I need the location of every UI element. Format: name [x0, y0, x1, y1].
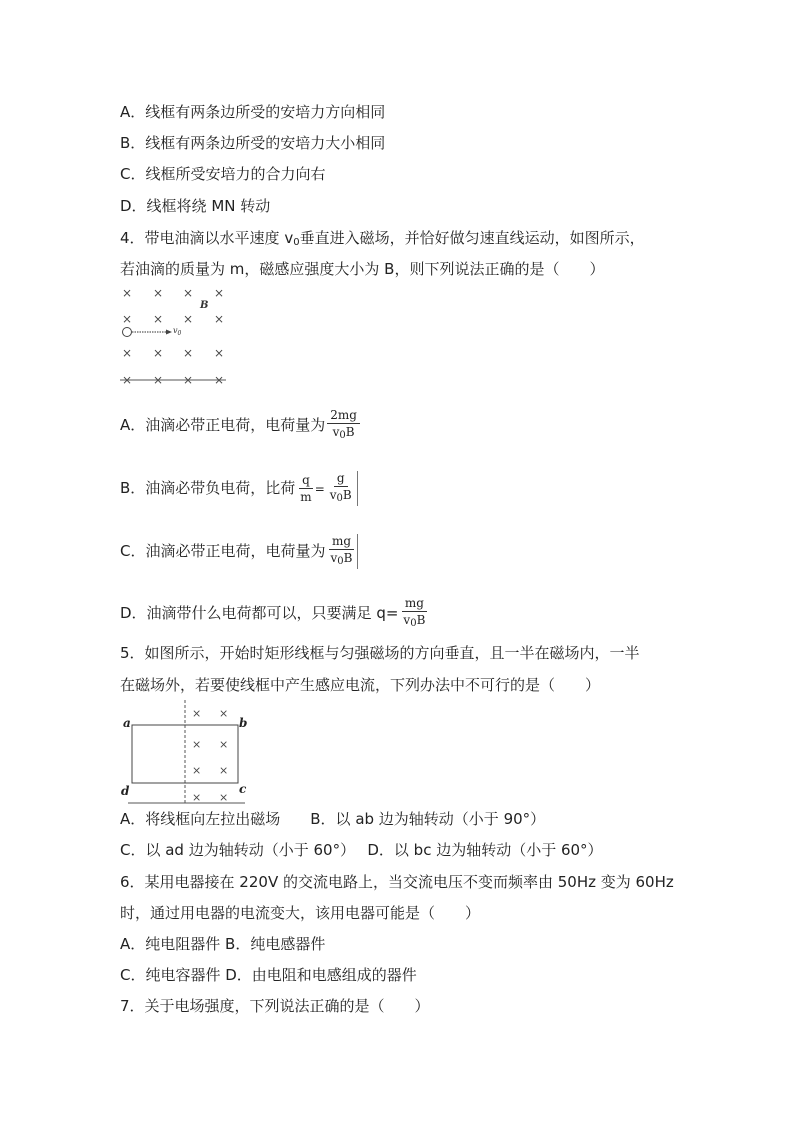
q3-option-d: D．线框将绕 MN 转动 [120, 197, 271, 215]
q5-options-line2: C．以 ad 边为轴转动（小于 60°） D．以 bc 边为轴转动（小于 60°） [120, 841, 603, 859]
svg-text:×: × [214, 373, 225, 387]
oil-drop [123, 328, 132, 337]
svg-text:×: × [183, 346, 194, 360]
q4-stem-line2: 若油滴的质量为 m，磁感应强度大小为 B，则下列说法正确的是（ ） [120, 260, 605, 278]
svg-text:×: × [219, 738, 229, 751]
field-crosses [192, 707, 228, 804]
fraction-mg-v0b: $\frac{mg}{v_0B}$ [327, 534, 358, 569]
q4-option-a: A．油滴必带正电荷，电荷量为 $\frac{2mg}{v_0B}$ [120, 408, 360, 443]
svg-text:×: × [153, 312, 164, 326]
svg-text:×: × [122, 312, 133, 326]
svg-text:×: × [214, 286, 225, 300]
svg-text:×: × [183, 312, 194, 326]
fraction-g-v0b: $\frac{g}{v_0B}$ [327, 471, 358, 506]
fraction-q-m: $\frac{q}{m}$ [300, 473, 312, 504]
q6-options-line2: C．纯电容器件 D．由电阻和电感组成的器件 [120, 966, 417, 984]
svg-text:×: × [219, 791, 229, 804]
q4-option-b: B．油滴必带负电荷，比荷 $\frac{q}{m}$ = $\frac{g}{v_0B}$ [120, 471, 358, 506]
q3-option-c: C．线框所受安培力的合力向右 [120, 165, 326, 183]
q5-stem-line2: 在磁场外，若要使线框中产生感应电流，下列办法中不可行的是（ ） [120, 676, 601, 694]
q5-stem-line1: 5．如图所示，开始时矩形线框与匀强磁场的方向垂直，且一半在磁场内，一半 [120, 644, 640, 662]
svg-text:×: × [122, 373, 133, 387]
svg-text:×: × [192, 764, 202, 777]
velocity-arrowhead [166, 330, 172, 335]
corner-label-a: a [123, 716, 131, 730]
svg-text:×: × [122, 346, 133, 360]
corner-label-c: c [239, 782, 247, 796]
q6-options-line1: A．纯电阻器件 B．纯电感器件 [120, 935, 326, 953]
q6-stem-line1: 6．某用电器接在 220V 的交流电路上，当交流电压不变而频率由 50Hz 变为 60Hz [120, 873, 674, 891]
q3-option-a: A．线框有两条边所受的安培力方向相同 [120, 103, 386, 121]
q4-magnetic-field-figure [116, 283, 236, 388]
q7-stem-line1: 7．关于电场强度，下列说法正确的是（ ） [120, 997, 430, 1015]
svg-text:×: × [214, 346, 225, 360]
corner-label-d: d [121, 784, 130, 798]
corner-label-b: b [239, 716, 248, 730]
q5-options-line1: A．将线框向左拉出磁场 B．以 ab 边为轴转动（小于 90°） [120, 810, 546, 828]
svg-text:×: × [153, 346, 164, 360]
fraction-mg-v0b-d: $\frac{mg}{v_0B}$ [403, 596, 426, 629]
field-label-b: B [200, 300, 209, 311]
q3-option-b: B．线框有两条边所受的安培力大小相同 [120, 134, 386, 152]
svg-text:×: × [192, 738, 202, 751]
svg-text:×: × [214, 312, 225, 326]
svg-text:×: × [192, 707, 202, 720]
fraction-2mg-v0b: $\frac{2mg}{v_0B}$ [327, 408, 360, 443]
q6-stem-line2: 时，通过用电器的电流变大，该用电器可能是（ ） [120, 904, 481, 922]
field-crosses [122, 286, 224, 387]
svg-text:×: × [219, 707, 229, 720]
q4-stem-line1: 4．带电油滴以水平速度 $v_0$垂直进入磁场，并恰好做匀速直线运动，如图所示， [120, 229, 645, 248]
svg-text:×: × [153, 286, 164, 300]
q4-option-d: D．油滴带什么电荷都可以，只要满足 q= $\frac{mg}{v_0B}$ [120, 596, 428, 631]
velocity-label: $v_0$ [173, 326, 182, 337]
svg-text:×: × [153, 373, 164, 387]
q4-option-c: C．油滴必带正电荷，电荷量为 $\frac{mg}{v_0B}$ [120, 534, 358, 569]
svg-text:×: × [192, 791, 202, 804]
svg-text:×: × [122, 286, 133, 300]
q5-coil-field-figure [118, 700, 253, 805]
svg-text:×: × [219, 764, 229, 777]
svg-text:×: × [183, 286, 194, 300]
svg-text:×: × [183, 373, 194, 387]
